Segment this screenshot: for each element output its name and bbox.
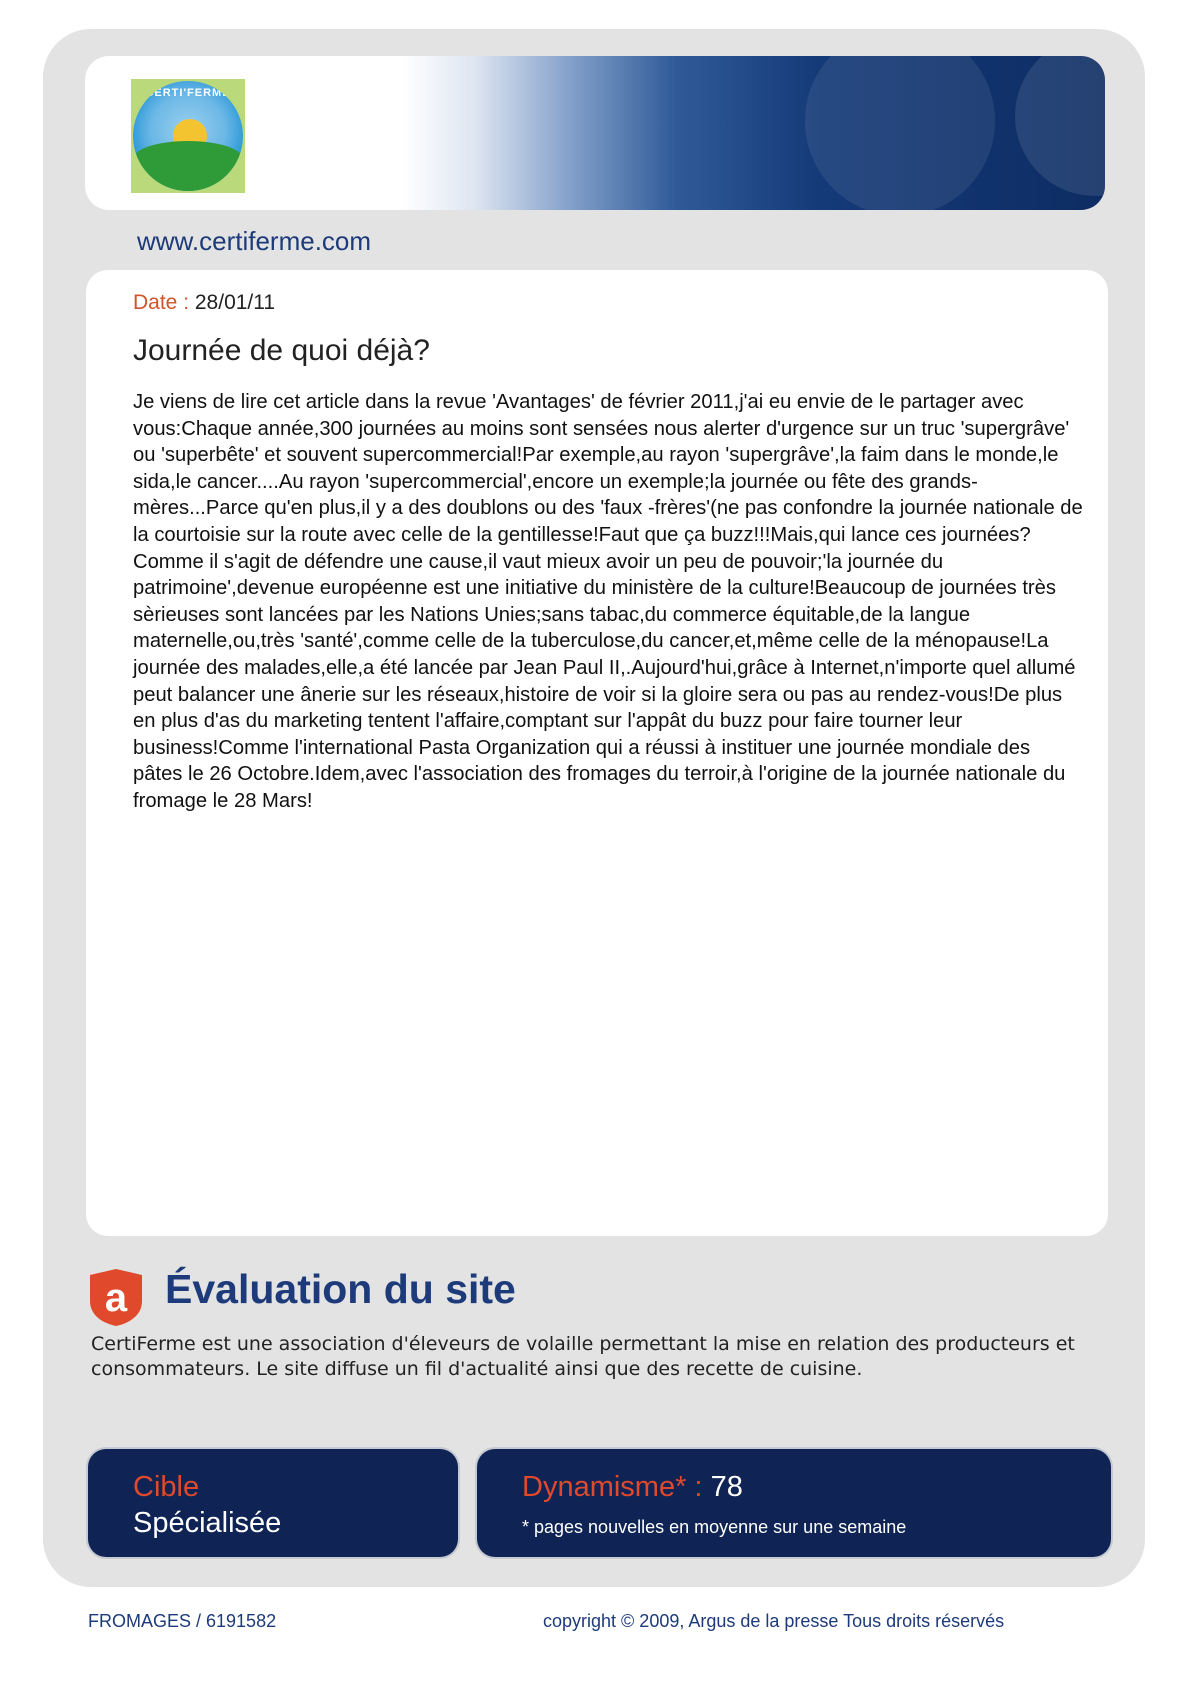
cible-box xyxy=(88,1449,458,1557)
cible-value: Spécialisée xyxy=(133,1507,282,1539)
banner-decoration xyxy=(1015,56,1105,196)
argus-a-icon xyxy=(86,1267,146,1327)
date-label: Date : xyxy=(133,291,190,314)
evaluation-title: Évaluation du site xyxy=(165,1266,516,1312)
dynamisme-box xyxy=(477,1449,1111,1557)
site-url-link[interactable]: www.certiferme.com xyxy=(137,226,372,256)
logo-text: CERTI'FERME xyxy=(145,87,231,99)
certiferme-logo xyxy=(131,79,245,193)
footer-copyright: copyright © 2009, Argus de la presse Tous droits réservés xyxy=(543,1611,1005,1631)
banner-decoration xyxy=(805,56,995,210)
evaluation-description: CertiFerme est une association d'éleveurs de volaille permettant la mise en relation des producteurs et consommateurs. Le site diffuse un fil d'actualité ainsi que des recette de cuisine. xyxy=(91,1333,1075,1380)
dynamisme-label: Dynamisme* : xyxy=(522,1471,703,1503)
dynamisme-line xyxy=(522,1471,743,1504)
cible-label: Cible xyxy=(133,1471,200,1503)
dynamisme-note: * pages nouvelles en moyenne sur une semaine xyxy=(522,1517,907,1537)
footer-reference: FROMAGES / 6191582 xyxy=(88,1611,277,1631)
article-date xyxy=(133,291,275,315)
svg-text:a: a xyxy=(104,1276,128,1320)
article-title: Journée de quoi déjà? xyxy=(133,334,430,367)
article-body: Je viens de lire cet article dans la revue 'Avantages' de février 2011,j'ai eu envie de le partager avec vous:Chaque année,300 journées au moins sont sensées nous alerter d'urgence sur un truc 'supergrâve' ou 'superbête' et souvent supercommercial!Par exemple,au rayon 'supergrâve',la faim dans le monde,le sida,le cancer....Au rayon 'supercommercial',encore un exemple;la journée ou fête des grands-mères...Parce qu'en plus,il y a des doublons ou des 'faux -frères'(ne pas confondre la journée nationale de la courtoisie sur la route avec celle de la gentillesse!Faut que ça buzz!!!Mais,qui lance ces journées?Comme il s'agit de défendre une cause,il vaut mieux avoir un peu de pouvoir;'la journée du patrimoine',devenue européenne est une initiative du ministère de la culture!Beaucoup de journées très sèrieuses sont lancées par les Nations Unies;sans tabac,du commerce équitable,de la langue maternelle,ou,très 'santé',comme celle de la tuberculose,du cancer,et,même celle de la ménopause!La journée des malades,elle,a été lancée par Jean Paul II,.Aujourd'hui,grâce à Internet,n'importe quel allumé peut balancer une ânerie sur les réseaux,histoire de voir si la gloire sera ou pas au rendez-vous!De plus en plus d'as du marketing tentent l'affaire,comptant sur l'appât du buzz pour faire tourner leur business!Comme l'international Pasta Organization qui a réussi à instituer une journée mondiale des pâtes le 26 Octobre.Idem,avec l'association des fromages du terroir,à l'origine de la journée nationale du fromage le 28 Mars! xyxy=(133,391,1083,812)
dynamisme-value: 78 xyxy=(710,1471,743,1503)
date-value: 28/01/11 xyxy=(194,291,276,314)
